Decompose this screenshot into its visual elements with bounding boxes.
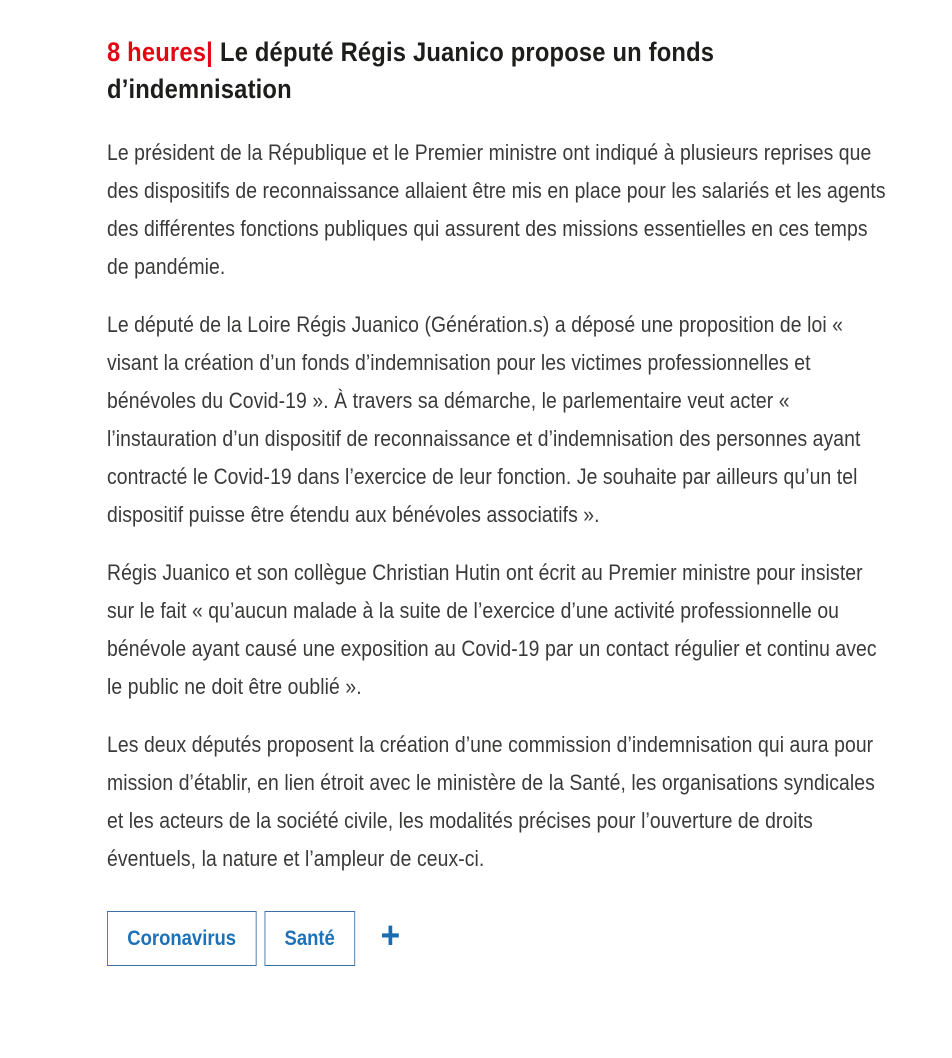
more-tags-button[interactable] (377, 914, 404, 961)
tag-coronavirus[interactable]: Coronavirus (107, 911, 256, 966)
post-title (107, 34, 887, 108)
post-timestamp: 8 heures| (107, 37, 213, 67)
tag-sante[interactable]: Santé (264, 911, 355, 966)
article-paragraph: Régis Juanico et son collègue Christian Hutin ont écrit au Premier ministre pour insister sur le fait « qu’aucun malade à la suite de l’exercice d’une activité professionnelle ou bénévole ayant causé une exposition au Covid-19 par un contact régulier et continu avec le public ne doit être oublié ». (107, 560, 877, 699)
tags-row (107, 911, 887, 966)
plus-icon: + (380, 914, 401, 957)
live-blog-post (107, 34, 952, 966)
post-content (107, 34, 887, 966)
article-paragraph: Les deux députés proposent la création d’une commission d’indemnisation qui aura pour mission d’établir, en lien étroit avec le ministère de la Santé, les organisations syndicales et les acteurs de la société civile, les modalités précises pour l’ouverture de droits éventuels, la nature et l’ampleur de ceux-ci. (107, 732, 875, 871)
article-paragraph: Le député de la Loire Régis Juanico (Génération.s) a déposé une proposition de loi « visant la création d’un fonds d’indemnisation pour les victimes professionnelles et bénévoles du Covid-19 ». À travers sa démarche, le parlementaire veut acter « l’instauration d’un dispositif de reconnaissance et d’indemnisation des personnes ayant contracté le Covid-19 dans l’exercice de leur fonction. Je souhaite par ailleurs qu’un tel dispositif puisse être étendu aux bénévoles associatifs ». (107, 312, 861, 527)
post-title-text: Le député Régis Juanico propose un fonds d’indemnisation (107, 37, 715, 104)
article-paragraph: Le président de la République et le Premier ministre ont indiqué à plusieurs reprises que des dispositifs de reconnaissance allaient être mis en place pour les salariés et les agents des différentes fonctions publiques qui assurent des missions essentielles en ces temps de pandémie. (107, 140, 886, 279)
